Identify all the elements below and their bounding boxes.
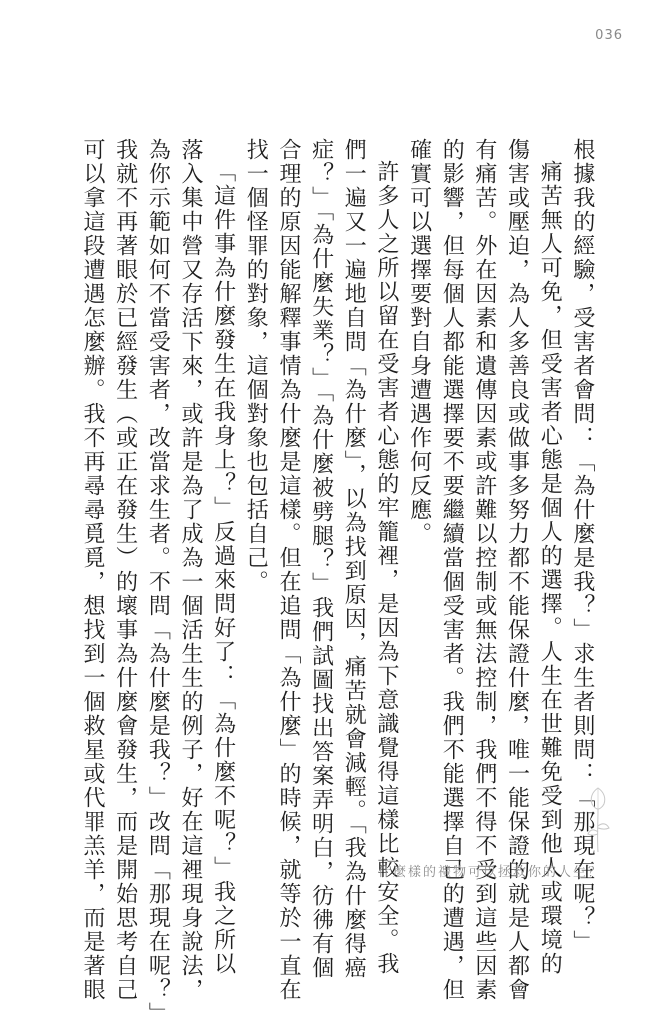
text-column: 為你示範如何不當受害者，改當求生者。不問「為什麼是我？」改問「那現在呢？」 [145, 138, 171, 1026]
text-column: 的影響，但每個人都能選擇要不要繼續當個受害者。我們不能選擇自己的遭遇，但 [439, 138, 465, 1002]
text-column: 們一遍又一遍地自問「為什麼」，以為找到原因，痛苦就會減輕。「我為什麼得癌 [341, 138, 367, 980]
text-column: 確實可以選擇要對自身遭遇作何反應。 [406, 138, 432, 546]
text-column: 根據我的經驗，受害者會問：「為什麼是我？」求生者則問：「那現在呢？」 [569, 138, 595, 954]
text-column: 傷害或壓迫，為人多善良或做事多努力都不能保證什麼，唯一能保證的就是人都會 [504, 138, 530, 1002]
text-column: 症？」「為什麼失業？」「為什麼被劈腿？」我們試圖找出答案弄明白，彷彿有個 [308, 138, 334, 980]
text-column: 我就不再著眼於已經發生（或正在發生）的壞事為什麼會發生，而是開始思考自己 [112, 138, 138, 1002]
text-column: 「這件事為什麼發生在我身上？」反過來問好了：「為什麼不呢？」我之所以 [210, 160, 236, 976]
text-column: 有痛苦。外在因素和遺傳因素或許難以控制或無法控制，我們不得不受到這些因素 [471, 138, 497, 1002]
text-column: 痛苦無人可免，但受害者心態是個人的選擇。人生在世難免受到他人或環境的 [537, 160, 563, 976]
text-column: 許多人之所以留在受害者心態的牢籠裡，是因為下意識覺得這樣比較安全。我 [373, 160, 399, 976]
text-column: 落入集中營又存活下來，或許是為了成為一個活生生的例子，好在這裡現身說法， [177, 138, 203, 1002]
text-column: 可以拿這段遭遇怎麼辦。我不再尋尋覓覓，想找到一個救星或代罪羔羊，而是著眼 [80, 138, 105, 1002]
text-column: 找一個怪罪的對象，這個對象也包括自己。 [243, 138, 269, 594]
tulip-icon [585, 784, 611, 854]
text-column: 合理的原因能解釋事情為什麼是這樣。但在追問「為什麼」的時候，就等於一直在 [275, 138, 301, 1002]
running-footer-title: 什麼樣的禮物可以拯救你的人生？ [377, 865, 603, 880]
page-number: 036 [595, 28, 623, 43]
